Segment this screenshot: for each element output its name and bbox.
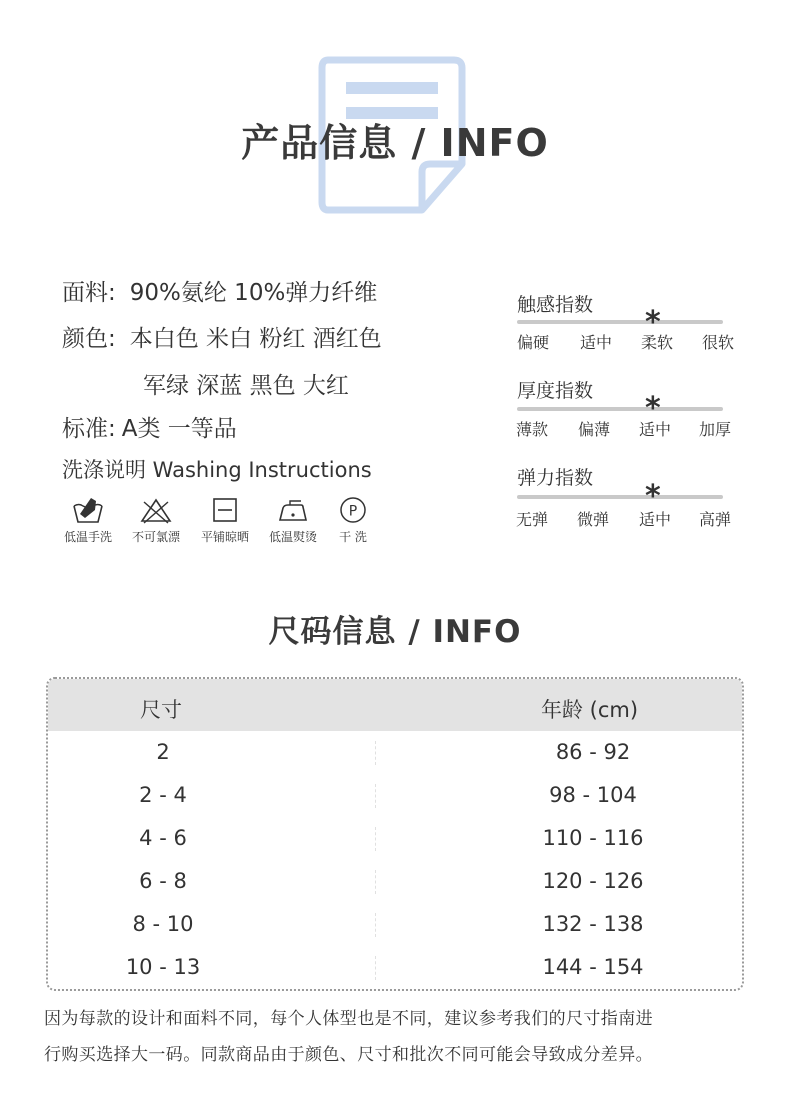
age-cell: 120 - 126 xyxy=(542,869,644,893)
wash-item-flat-dry xyxy=(193,496,257,545)
wash-item-hand xyxy=(56,496,120,545)
color-value-line2: 军绿 深蓝 黑色 大红 xyxy=(143,373,349,399)
size-info-title: 尺码信息 / INFO xyxy=(268,614,522,650)
wash-item-bleach xyxy=(124,496,188,545)
column-divider xyxy=(375,741,376,765)
index-marker: * xyxy=(645,479,661,514)
table-header xyxy=(48,679,742,731)
index-option: 微弹 xyxy=(577,510,610,529)
column-divider xyxy=(375,870,376,894)
wash-label: 干 洗 xyxy=(339,530,367,544)
table-row xyxy=(48,731,742,774)
fabric-row xyxy=(62,274,377,307)
product-info-title: 产品信息 / INFO xyxy=(241,121,549,165)
age-cell: 144 - 154 xyxy=(542,955,644,979)
column-divider xyxy=(375,956,376,980)
wash-label: 不可氯漂 xyxy=(131,530,180,544)
size-table xyxy=(46,677,744,991)
index-option: 适中 xyxy=(639,510,672,529)
age-cell: 86 - 92 xyxy=(555,740,631,764)
size-cell: 6 - 8 xyxy=(139,869,187,893)
fabric-value: 90%氨纶 10%弹力纤维 xyxy=(129,280,378,306)
table-row xyxy=(48,860,742,903)
index-option: 偏硬 xyxy=(517,333,550,352)
standard-label: 标准: xyxy=(62,416,116,442)
dry-clean-symbol: P xyxy=(348,503,358,520)
age-cell: 132 - 138 xyxy=(542,912,644,936)
index-marker: * xyxy=(645,305,661,340)
age-cell: 110 - 116 xyxy=(542,826,644,850)
size-cell: 4 - 6 xyxy=(139,826,187,850)
flat-dry-icon xyxy=(208,496,242,524)
size-cell: 2 xyxy=(156,740,170,764)
table-row xyxy=(48,903,742,946)
standard-row xyxy=(62,410,237,443)
fabric-label: 面料: xyxy=(62,280,116,306)
standard-value: A类 一等品 xyxy=(121,416,237,442)
size-cell: 8 - 10 xyxy=(132,912,194,936)
index-option: 适中 xyxy=(639,420,672,439)
index-track xyxy=(517,407,723,411)
index-option: 无弹 xyxy=(516,510,549,529)
size-cell: 2 - 4 xyxy=(139,783,187,807)
wash-label: 平铺晾晒 xyxy=(200,530,249,544)
column-header-size: 尺寸 xyxy=(140,698,182,722)
color-row xyxy=(62,320,382,353)
index-option: 加厚 xyxy=(699,420,732,439)
index-track xyxy=(517,320,723,324)
column-divider xyxy=(375,827,376,851)
wash-label: 低温熨烫 xyxy=(268,530,317,544)
color-label: 颜色: xyxy=(62,326,116,352)
size-cell: 10 - 13 xyxy=(125,955,201,979)
column-divider xyxy=(375,784,376,808)
wash-item-dry-clean xyxy=(321,496,385,545)
color-value-line1: 本白色 米白 粉红 酒红色 xyxy=(129,326,382,352)
table-row xyxy=(48,817,742,860)
wash-item-iron xyxy=(261,496,325,545)
size-note-line2: 行购买选择大一码。同款商品由于颜色、尺寸和批次不同可能会导致成分差异。 xyxy=(44,1045,653,1065)
table-row xyxy=(48,946,742,989)
index-option: 薄款 xyxy=(516,420,549,439)
index-option: 高弹 xyxy=(699,510,732,529)
table-row xyxy=(48,774,742,817)
column-divider xyxy=(375,913,376,937)
wash-instructions-title: 洗涤说明 Washing Instructions xyxy=(62,458,372,482)
wash-label: 低温手洗 xyxy=(63,530,112,544)
index-option: 柔软 xyxy=(641,333,674,352)
hand-wash-icon xyxy=(71,496,105,524)
age-cell: 98 - 104 xyxy=(549,783,637,807)
column-header-age: 年龄 (cm) xyxy=(541,698,639,722)
low-iron-icon xyxy=(276,496,310,524)
index-title: 弹力指数 xyxy=(517,467,594,489)
index-marker: * xyxy=(645,391,661,426)
index-title: 触感指数 xyxy=(517,294,594,316)
no-bleach-icon xyxy=(139,496,173,524)
index-title: 厚度指数 xyxy=(517,380,594,402)
index-option: 适中 xyxy=(580,333,613,352)
dry-clean-icon xyxy=(336,496,370,524)
index-track xyxy=(517,495,723,499)
size-note-line1: 因为每款的设计和面料不同，每个人体型也是不同，建议参考我们的尺寸指南进 xyxy=(44,1009,653,1029)
index-option: 偏薄 xyxy=(578,420,611,439)
index-option: 很软 xyxy=(702,333,735,352)
